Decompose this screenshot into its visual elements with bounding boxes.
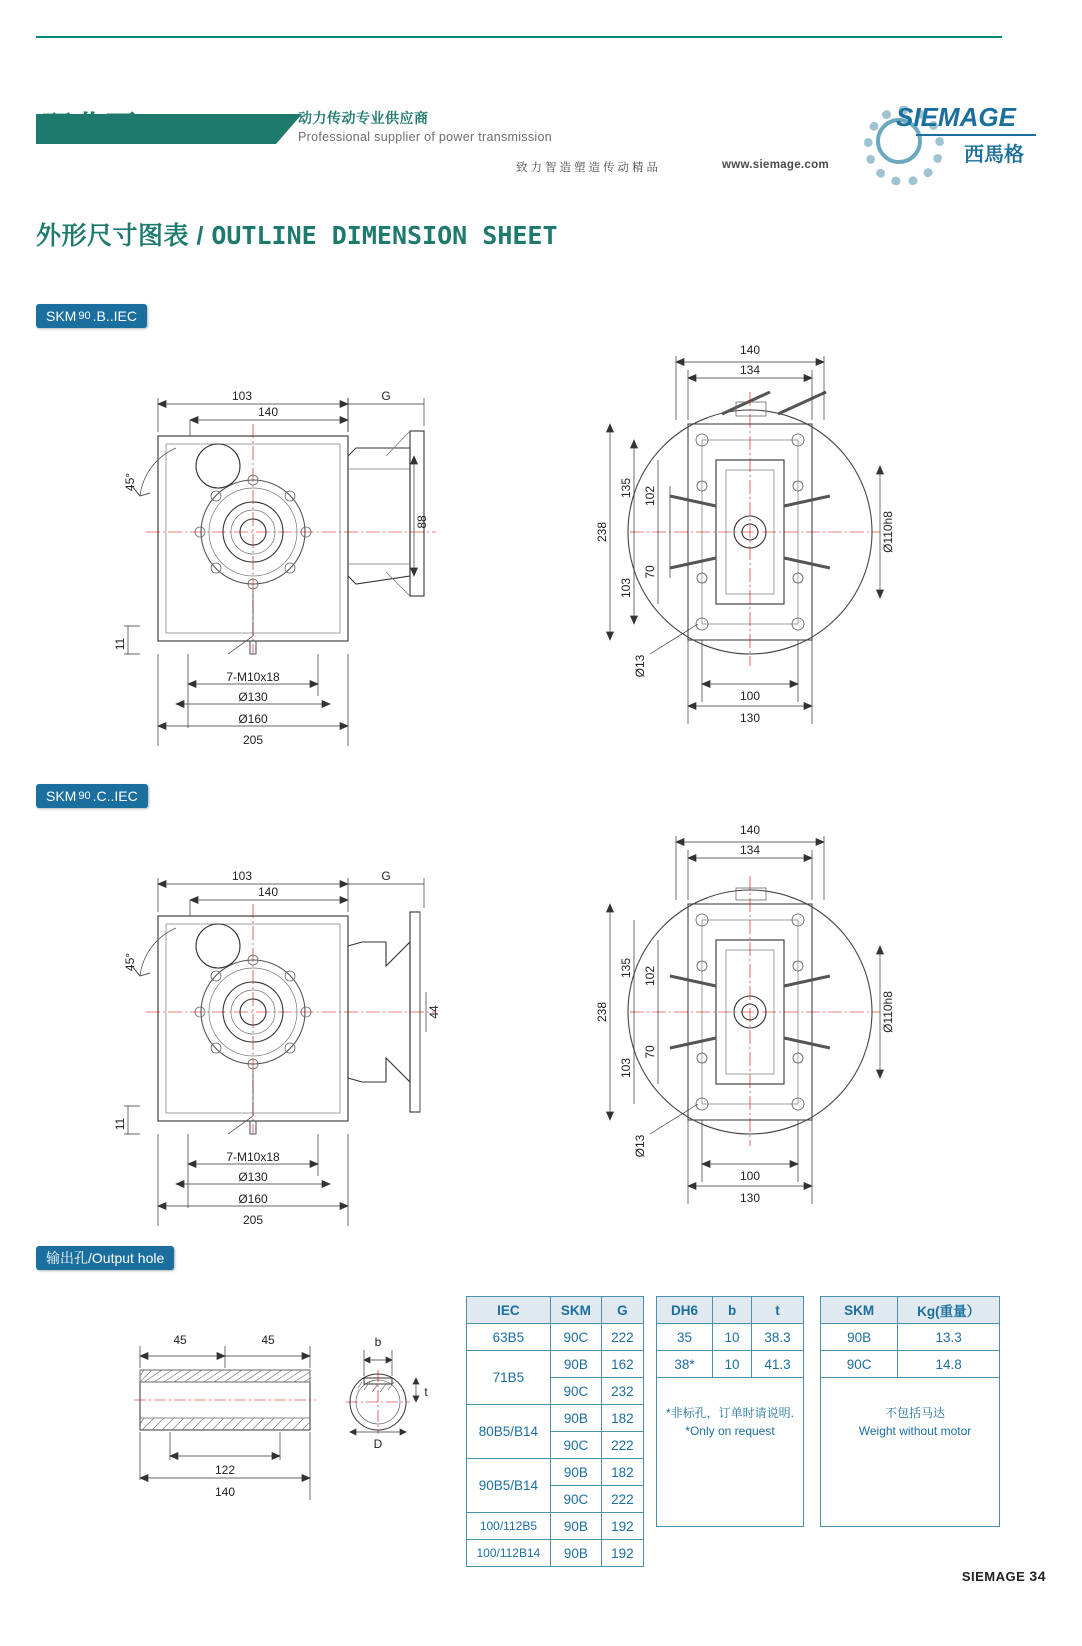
- bore-note-en: *Only on request: [685, 1424, 775, 1438]
- cell-iec: 100/112B14: [467, 1540, 551, 1567]
- model-tag-c: [36, 784, 148, 808]
- table-weight: [820, 1296, 1000, 1527]
- cell-g: 182: [601, 1459, 643, 1486]
- cell-skm: 90B: [550, 1405, 601, 1432]
- logo-text-cn: 西馬格: [964, 144, 1024, 166]
- dim-130: Ø130: [238, 690, 268, 704]
- th-skm: SKM: [550, 1297, 601, 1324]
- cell-d: 38*: [657, 1351, 713, 1378]
- cell-kg: 14.8: [898, 1351, 1000, 1378]
- page-title: [36, 216, 558, 252]
- cell-skm: 90C: [550, 1432, 601, 1459]
- table-row: [821, 1351, 1000, 1378]
- dim-oh-b: b: [374, 1335, 382, 1349]
- dim-c-130: Ø130: [238, 1170, 268, 1184]
- dim-c-100: 100: [739, 1169, 761, 1183]
- dim-oh-45a: 45: [173, 1333, 187, 1347]
- th-kg: Kg(重量）: [898, 1297, 1000, 1324]
- dim-205: 205: [242, 733, 264, 747]
- drawing-skm90b: [110, 336, 970, 756]
- page-title-en: OUTLINE DIMENSION SHEET: [211, 221, 558, 250]
- dim-oh-t: t: [424, 1385, 428, 1399]
- dim-oh-140: 140: [214, 1485, 236, 1499]
- table-row: [821, 1324, 1000, 1351]
- dim-c-140: 140: [257, 885, 279, 899]
- cell-iec: 63B5: [467, 1324, 551, 1351]
- model-tag-c-prefix: SKM: [46, 788, 77, 804]
- th-t: t: [752, 1297, 804, 1324]
- weight-note-en: Weight without motor: [858, 1424, 972, 1438]
- table-bore-header-row: [657, 1297, 804, 1324]
- header-rule: [36, 36, 1002, 38]
- table-weight-header-row: [821, 1297, 1000, 1324]
- header-slogan-en: Professional supplier of power transmission: [298, 130, 552, 144]
- cell-t: 41.3: [752, 1351, 804, 1378]
- dim-100: 100: [739, 689, 761, 703]
- model-tag-b: [36, 304, 147, 328]
- header-brand-cn-line2: 西马格双曲面减速机: [44, 163, 189, 180]
- dim-102: 102: [643, 485, 657, 507]
- cell-iec: 90B5/B14: [467, 1459, 551, 1513]
- dim-c-d13: Ø13: [633, 1134, 647, 1158]
- table-row: [467, 1351, 644, 1378]
- table-iec-header-row: [467, 1297, 644, 1324]
- dim-d13: Ø13: [633, 654, 647, 678]
- dim-c-70: 70: [643, 1045, 657, 1059]
- page-title-cn: 外形尺寸图表 /: [36, 222, 212, 250]
- cell-g: 222: [601, 1324, 643, 1351]
- dim-88: 88: [415, 515, 429, 529]
- dim-r140: 140: [739, 343, 761, 357]
- dim-c-45deg: 45°: [123, 952, 137, 972]
- table-row: [467, 1459, 644, 1486]
- table-row: [467, 1540, 644, 1567]
- cell-skm: 90B: [550, 1351, 601, 1378]
- dim-oh-D: D: [373, 1437, 383, 1451]
- dim-c-r140: 140: [739, 823, 761, 837]
- dim-140: 140: [257, 405, 279, 419]
- dim-c-G: G: [381, 869, 391, 883]
- header-brand-cn-sub: 系列: [146, 122, 184, 141]
- logo: [856, 88, 1036, 180]
- cell-g: 192: [601, 1513, 643, 1540]
- dim-c-11: 11: [113, 1117, 127, 1131]
- cell-skm: 90B: [550, 1540, 601, 1567]
- dim-c-135: 135: [619, 957, 633, 979]
- dim-160: Ø160: [238, 712, 268, 726]
- cell-b: 10: [713, 1324, 752, 1351]
- cell-skm: 90C: [550, 1486, 601, 1513]
- drawing-output-hole: [110, 1320, 440, 1510]
- header-brand-cn-main: 双曲面: [42, 111, 138, 144]
- cell-skm: 90C: [550, 1378, 601, 1405]
- cell-g: 222: [601, 1486, 643, 1513]
- dim-c-44: 44: [427, 1005, 441, 1019]
- dim-c-103: 103: [231, 869, 253, 883]
- th-b: b: [713, 1297, 752, 1324]
- th-iec: IEC: [467, 1297, 551, 1324]
- cell-g: 232: [601, 1378, 643, 1405]
- cell-d: 35: [657, 1324, 713, 1351]
- dim-bore: Ø110h8: [881, 511, 895, 553]
- model-tag-b-suffix: .B..IEC: [92, 308, 137, 324]
- th-skm-w: SKM: [821, 1297, 898, 1324]
- dim-238: 238: [595, 521, 609, 543]
- cell-b: 10: [713, 1351, 752, 1378]
- cell-skm-w: 90B: [821, 1324, 898, 1351]
- dim-c-238: 238: [595, 1001, 609, 1023]
- dim-oh-122: 122: [214, 1463, 236, 1477]
- cell-skm: 90C: [550, 1324, 601, 1351]
- header-slogan-cn2: 致力智造塑造传动精品: [516, 162, 661, 174]
- cell-iec: 100/112B5: [467, 1513, 551, 1540]
- cell-skm: 90B: [550, 1513, 601, 1540]
- table-row: [657, 1351, 804, 1378]
- footer: [962, 1568, 1046, 1584]
- header-website: www.siemage.com: [722, 159, 829, 171]
- dim-c-r103: 103: [619, 1057, 633, 1079]
- dim-c-205: 205: [242, 1213, 264, 1226]
- cell-g: 222: [601, 1432, 643, 1459]
- cell-skm-w: 90C: [821, 1351, 898, 1378]
- dim-70: 70: [643, 565, 657, 579]
- footer-brand: SIEMAGE: [961, 1569, 1026, 1584]
- cell-g: 192: [601, 1540, 643, 1567]
- dim-c-102: 102: [643, 965, 657, 987]
- dim-G: G: [381, 389, 391, 403]
- dim-r130: 130: [739, 711, 761, 725]
- output-hole-tag: 输出孔/Output hole: [36, 1246, 174, 1270]
- cell-t: 38.3: [752, 1324, 804, 1351]
- cell-g: 162: [601, 1351, 643, 1378]
- header-slogan-cn-text: 动力传动专业供应商: [298, 110, 429, 126]
- dim-c-bore: Ø110h8: [881, 991, 895, 1033]
- drawing-skm90c: [110, 816, 970, 1226]
- dim-r103: 103: [619, 577, 633, 599]
- table-row: [467, 1324, 644, 1351]
- model-tag-b-size: 90: [78, 310, 91, 322]
- cell-skm: 90B: [550, 1459, 601, 1486]
- logo-text: SIEMAGE: [896, 102, 1016, 132]
- header-brand-cn: [42, 102, 184, 146]
- dim-c-r130: 130: [739, 1191, 761, 1205]
- weight-note-cn: 不包括马达: [884, 1406, 945, 1420]
- bore-note-cn: *非标孔，订单时请说明.: [665, 1406, 794, 1420]
- header-band: [36, 40, 1024, 180]
- cell-kg: 13.3: [898, 1324, 1000, 1351]
- dim-holes: 7-M10x18: [226, 670, 280, 684]
- dim-103: 103: [231, 389, 253, 403]
- model-tag-b-prefix: SKM: [46, 308, 77, 324]
- header-slogan-cn: [298, 108, 429, 128]
- th-g: G: [601, 1297, 643, 1324]
- table-row: [657, 1324, 804, 1351]
- table-bore: [656, 1296, 804, 1527]
- dim-c-160: Ø160: [238, 1192, 268, 1206]
- dim-c-r134: 134: [739, 843, 761, 857]
- cell-iec: 71B5: [467, 1351, 551, 1405]
- dim-r134: 134: [739, 363, 761, 377]
- dim-11: 11: [113, 637, 127, 651]
- cell-iec: 80B5/B14: [467, 1405, 551, 1459]
- dim-135: 135: [619, 477, 633, 499]
- table-row: [467, 1405, 644, 1432]
- table-iec: [466, 1296, 644, 1567]
- dim-oh-45b: 45: [261, 1333, 275, 1347]
- table-row: [467, 1513, 644, 1540]
- model-tag-c-size: 90: [78, 790, 91, 802]
- footer-page-number: 34: [1029, 1568, 1046, 1584]
- dim-45deg: 45°: [123, 472, 137, 492]
- cell-g: 182: [601, 1405, 643, 1432]
- table-note-row: [657, 1378, 804, 1527]
- logo-divider: [916, 134, 1036, 136]
- th-d: DH6: [657, 1297, 713, 1324]
- table-note-row: [821, 1378, 1000, 1527]
- dim-c-holes: 7-M10x18: [226, 1150, 280, 1164]
- model-tag-c-suffix: .C..IEC: [92, 788, 138, 804]
